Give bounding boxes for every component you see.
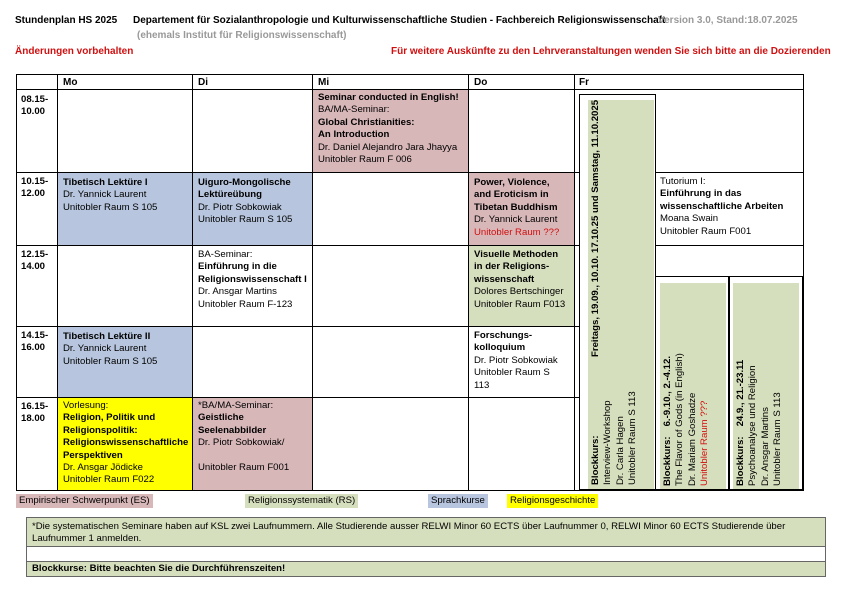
block-course-flavor[interactable] — [660, 283, 726, 489]
time-slot-1215: 12.15- 14.00 — [21, 249, 49, 273]
block-course-psychoanalyse[interactable] — [733, 283, 799, 489]
course-title: Einführung in die — [198, 261, 277, 273]
block-course-note: Blockkurse: Bitte beachten Sie die Durchführenszeiten! — [26, 561, 826, 577]
course-type: Tutorium I: — [660, 176, 706, 187]
day-header-do: Do — [474, 77, 488, 88]
course-power-violence[interactable] — [469, 173, 574, 246]
course-room: Unitobler Raum F022 — [63, 474, 155, 486]
department-title: Departement für Sozialanthropologie und Kulturwissenschaftliche Studien - Fachbereich Religionswissenschaft — [133, 15, 666, 26]
time-slot-1415: 14.15- 16.00 — [21, 330, 49, 354]
former-institute-label: (ehemals Institut für Religionswissenschaft) — [137, 30, 347, 41]
course-title: Seelenabbilder — [198, 424, 267, 436]
course-title: Religionswissenschaftliche — [63, 437, 189, 449]
course-room: Unitobler Raum F001 — [660, 225, 752, 237]
course-lecturer: Dr. Ansgar Jödicke — [63, 462, 143, 474]
legend-sprachkurse: Sprachkurse — [428, 494, 488, 508]
course-title: Tibetisch Lektüre I — [63, 177, 148, 188]
day-header-di: Di — [198, 77, 208, 88]
course-room: Unitobler Raum F 006 — [318, 154, 412, 166]
block-course-label: Blockkurs: — [662, 436, 673, 486]
course-title: and Eroticism in — [474, 189, 549, 201]
block-course-room: Unitobler Raum S 113 — [627, 391, 639, 485]
course-title: Lektüreübung — [198, 189, 262, 201]
course-lecturer: Dr. Piotr Sobkowiak — [474, 354, 558, 366]
course-title: in der Religions- — [474, 261, 550, 273]
course-title: Power, Violence, — [474, 177, 550, 188]
course-type: Vorlesung: — [63, 400, 109, 411]
course-geistliche-seelenabbilder[interactable] — [193, 398, 313, 491]
course-type: *BA/MA-Seminar: — [198, 400, 274, 411]
course-title: An Introduction — [318, 129, 390, 141]
block-course-title: Psychoanalyse und Religion — [747, 365, 759, 486]
course-room: Unitobler Raum F013 — [474, 298, 566, 310]
course-room: Unitobler Raum S 105 — [198, 214, 293, 226]
course-title: Geistliche — [198, 412, 244, 424]
course-room: Unitobler Raum F-123 — [198, 298, 293, 310]
changes-notice: Änderungen vorbehalten — [15, 46, 134, 57]
course-lecturer: Dr. Yannick Laurent — [63, 189, 147, 201]
course-title: Tibetisch Lektüre II — [63, 331, 151, 342]
course-uiguro-mongolisch[interactable] — [193, 173, 313, 246]
block-course-label: Blockkurs: — [735, 436, 746, 486]
course-title: Forschungs- — [474, 330, 533, 341]
note-spacer — [26, 547, 826, 561]
course-lecturer: Dr. Piotr Sobkowiak/ — [198, 437, 285, 449]
course-room: 113 — [474, 379, 490, 391]
course-global-christianities[interactable] — [313, 90, 469, 173]
course-room: Unitobler Raum S 105 — [63, 355, 158, 367]
block-course-title: Interview-Workshop — [602, 400, 614, 485]
course-lecturer: Dr. Daniel Alejandro Jara Jhayya — [318, 141, 458, 153]
course-title: Religionswissenschaft I — [198, 273, 307, 285]
course-type: BA-Seminar: — [198, 249, 253, 260]
course-note: Seminar conducted in English! — [318, 92, 459, 103]
page-title: Stundenplan HS 2025 — [15, 15, 118, 26]
course-title: Tibetan Buddhism — [474, 201, 558, 213]
course-title: wissenschaftliche Arbeiten — [660, 200, 784, 212]
time-slot-0815: 08.15- 10.00 — [21, 94, 49, 118]
block-course-title: The Flavor of Gods (in English) — [674, 353, 686, 486]
block-course-lecturer: Dr. Carla Hagen — [614, 416, 626, 485]
block-course-lecturer: Dr. Ansgar Martins — [759, 407, 771, 486]
course-einfuehrung-rw[interactable] — [193, 246, 313, 327]
course-tibetisch-2[interactable] — [58, 327, 193, 398]
course-title: wissenschaft — [474, 273, 535, 285]
block-course-heading — [735, 286, 747, 486]
course-room: Unitobler Raum F001 — [198, 462, 290, 474]
course-lecturer: Dolores Bertschinger — [474, 286, 564, 298]
course-room: Unitobler Raum ??? — [474, 226, 560, 238]
time-slot-1015: 10.15- 12.00 — [21, 176, 49, 200]
course-title: Perspektiven — [63, 449, 123, 461]
course-title: Global Christianities: — [318, 116, 415, 128]
course-title: kolloquium — [474, 342, 526, 354]
day-header-mi: Mi — [318, 77, 330, 88]
block-course-room: Unitobler Raum S 113 — [772, 392, 784, 486]
course-title: Religionspolitik: — [63, 424, 138, 436]
block-course-text — [735, 286, 785, 486]
block-course-text — [662, 286, 712, 486]
legend-religionssystematik: Religionssystematik (RS) — [245, 494, 358, 508]
course-lecturer: Dr. Yannick Laurent — [474, 214, 558, 226]
block-course-dates: 24.9., 21.-23.11 — [735, 359, 746, 427]
block-course-lecturer: Dr. Mariam Goshadze — [686, 392, 698, 486]
block-course-heading — [662, 286, 674, 486]
course-title: Religion, Politik und — [63, 412, 156, 424]
course-title: Visuelle Methoden — [474, 249, 559, 260]
legend-empirischer-schwerpunkt: Empirischer Schwerpunkt (ES) — [16, 494, 153, 508]
day-header-fr: Fr — [579, 77, 589, 88]
block-course-dates: Freitags, 19.09., 10.10. 17.10.25 und Samstag, 11.10.2025 — [590, 99, 601, 357]
course-forschungskolloquium[interactable] — [469, 327, 574, 398]
course-tibetisch-1[interactable] — [58, 173, 193, 246]
course-title: Uiguro-Mongolische — [198, 177, 291, 188]
course-lecturer: Moana Swain — [660, 213, 719, 225]
contact-notice: Für weitere Auskünfte zu den Lehrveranstaltungen wenden Sie sich bitte an die Dozierenden — [391, 46, 831, 57]
version-label: Version 3.0, Stand:18.07.2025 — [658, 15, 798, 26]
course-lecturer: Dr. Yannick Laurent — [63, 343, 147, 355]
time-slot-1615: 16.15- 18.00 — [21, 401, 49, 425]
course-tutorium[interactable] — [655, 173, 803, 246]
course-title: Einführung in das — [660, 188, 742, 200]
course-lecturer: Dr. Ansgar Martins — [198, 286, 277, 298]
course-religion-politik[interactable] — [58, 398, 193, 491]
course-visuelle-methoden[interactable] — [469, 246, 574, 327]
seminar-registration-note: *Die systematischen Seminare haben auf KSL zwei Laufnummern. Alle Studierende ausser RELWI Minor 60 ECTS über Laufnummer 0, RELWI Minor 60 ECTS Studierende über Laufnummer 1 anmelden. — [26, 517, 826, 547]
block-course-dates: 6.-9.10., 2.-4.12. — [662, 356, 673, 427]
block-course-label: Blockkurs: — [590, 435, 601, 485]
course-lecturer: Dr. Piotr Sobkowiak — [198, 201, 282, 213]
course-room: Unitobler Raum S — [474, 367, 550, 379]
course-room: Unitobler Raum S 105 — [63, 201, 158, 213]
course-type: BA/MA-Seminar: — [318, 104, 390, 116]
block-course-room: Unitobler Raum ??? — [699, 400, 711, 486]
block-course-interview[interactable] — [588, 100, 654, 489]
day-header-mo: Mo — [63, 77, 78, 88]
legend-religionsgeschichte: Religionsgeschichte — [507, 494, 598, 508]
